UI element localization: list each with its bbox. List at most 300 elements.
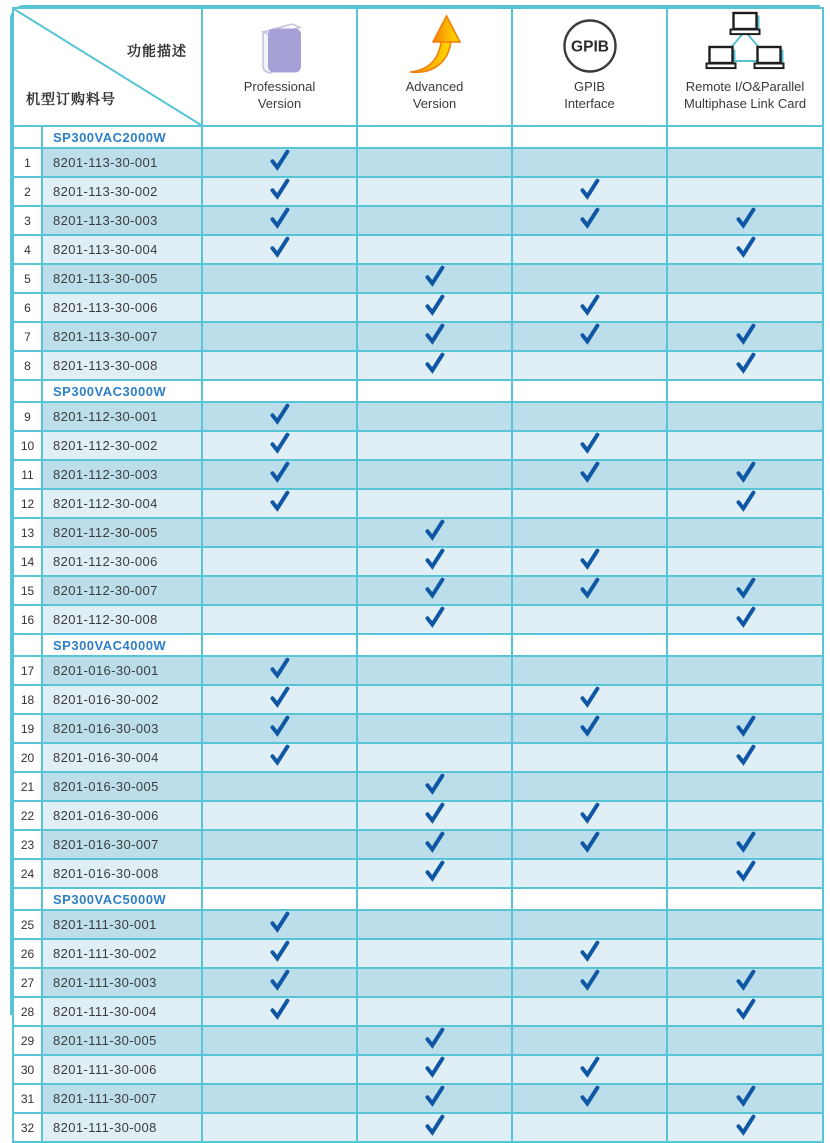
check-icon	[735, 744, 756, 766]
feature-cell-gpib-interface	[512, 489, 667, 518]
row-number: 24	[13, 859, 42, 888]
feature-cell-remote-link-card	[667, 801, 823, 830]
feature-cell-professional-version	[202, 148, 357, 177]
empty-cell	[357, 634, 512, 656]
check-icon	[269, 686, 290, 708]
check-icon	[269, 744, 290, 766]
column-label-advanced-version: Advanced Version	[405, 79, 464, 111]
check-icon	[735, 352, 756, 374]
feature-cell-gpib-interface	[512, 235, 667, 264]
empty-cell	[512, 634, 667, 656]
check-icon	[269, 998, 290, 1020]
feature-cell-gpib-interface	[512, 431, 667, 460]
check-icon	[579, 577, 600, 599]
network-icon	[668, 13, 822, 79]
row-number: 9	[13, 402, 42, 431]
feature-cell-gpib-interface	[512, 402, 667, 431]
feature-cell-professional-version	[202, 402, 357, 431]
feature-cell-advanced-version	[357, 489, 512, 518]
feature-cell-professional-version	[202, 489, 357, 518]
check-icon	[579, 294, 600, 316]
table-row	[13, 293, 823, 322]
part-number: 8201-112-30-003	[42, 460, 202, 489]
feature-cell-remote-link-card	[667, 293, 823, 322]
feature-cell-advanced-version	[357, 714, 512, 743]
part-number: 8201-113-30-006	[42, 293, 202, 322]
feature-cell-remote-link-card	[667, 830, 823, 859]
table-row	[13, 685, 823, 714]
check-icon	[579, 831, 600, 853]
feature-cell-professional-version	[202, 801, 357, 830]
up-arrow-icon	[358, 13, 511, 79]
check-icon	[735, 1114, 756, 1136]
feature-cell-remote-link-card	[667, 997, 823, 1026]
table-row	[13, 576, 823, 605]
row-number: 23	[13, 830, 42, 859]
feature-cell-remote-link-card	[667, 518, 823, 547]
table-row	[13, 997, 823, 1026]
feature-cell-remote-link-card	[667, 177, 823, 206]
section-row	[13, 126, 823, 148]
feature-cell-professional-version	[202, 772, 357, 801]
feature-cell-remote-link-card	[667, 206, 823, 235]
check-icon	[269, 403, 290, 425]
check-icon	[269, 911, 290, 933]
check-icon	[579, 432, 600, 454]
table-row	[13, 656, 823, 685]
feature-cell-gpib-interface	[512, 772, 667, 801]
check-icon	[269, 490, 290, 512]
feature-cell-professional-version	[202, 656, 357, 685]
feature-cell-remote-link-card	[667, 605, 823, 634]
part-number: 8201-111-30-002	[42, 939, 202, 968]
table-row	[13, 1113, 823, 1142]
feature-cell-advanced-version	[357, 431, 512, 460]
corner-label-function-description: 功能描述	[127, 43, 187, 59]
table-row	[13, 910, 823, 939]
order-number-matrix	[12, 7, 824, 1143]
feature-cell-gpib-interface	[512, 293, 667, 322]
check-icon	[269, 969, 290, 991]
corner-header-cell	[13, 8, 202, 126]
check-icon	[579, 969, 600, 991]
check-icon	[579, 1085, 600, 1107]
check-icon	[735, 461, 756, 483]
feature-cell-gpib-interface	[512, 968, 667, 997]
feature-cell-professional-version	[202, 1084, 357, 1113]
table-row	[13, 206, 823, 235]
column-header-gpib-interface	[512, 8, 667, 126]
check-icon	[269, 940, 290, 962]
feature-cell-gpib-interface	[512, 1084, 667, 1113]
feature-cell-advanced-version	[357, 547, 512, 576]
table-row	[13, 801, 823, 830]
check-icon	[735, 1085, 756, 1107]
feature-cell-professional-version	[202, 322, 357, 351]
feature-cell-professional-version	[202, 830, 357, 859]
feature-cell-remote-link-card	[667, 656, 823, 685]
check-icon	[579, 461, 600, 483]
check-icon	[579, 802, 600, 824]
feature-cell-remote-link-card	[667, 148, 823, 177]
check-icon	[579, 686, 600, 708]
feature-cell-gpib-interface	[512, 859, 667, 888]
feature-cell-gpib-interface	[512, 547, 667, 576]
feature-cell-advanced-version	[357, 206, 512, 235]
row-number: 2	[13, 177, 42, 206]
check-icon	[735, 577, 756, 599]
feature-cell-gpib-interface	[512, 460, 667, 489]
row-number: 29	[13, 1026, 42, 1055]
table-body	[13, 126, 823, 1142]
feature-cell-remote-link-card	[667, 547, 823, 576]
feature-cell-remote-link-card	[667, 1113, 823, 1142]
model-name: SP300VAC4000W	[42, 634, 202, 656]
check-icon	[735, 490, 756, 512]
feature-cell-gpib-interface	[512, 714, 667, 743]
table-row	[13, 830, 823, 859]
feature-cell-professional-version	[202, 605, 357, 634]
check-icon	[424, 802, 445, 824]
part-number: 8201-113-30-004	[42, 235, 202, 264]
empty-cell	[202, 380, 357, 402]
book-icon	[203, 13, 356, 79]
feature-cell-advanced-version	[357, 1113, 512, 1142]
feature-cell-advanced-version	[357, 576, 512, 605]
part-number: 8201-016-30-005	[42, 772, 202, 801]
table-row	[13, 605, 823, 634]
feature-cell-advanced-version	[357, 518, 512, 547]
empty-cell	[667, 634, 823, 656]
feature-cell-professional-version	[202, 1026, 357, 1055]
check-icon	[269, 657, 290, 679]
part-number: 8201-112-30-008	[42, 605, 202, 634]
part-number: 8201-112-30-001	[42, 402, 202, 431]
row-number: 12	[13, 489, 42, 518]
check-icon	[424, 831, 445, 853]
check-icon	[269, 432, 290, 454]
feature-cell-professional-version	[202, 576, 357, 605]
empty-cell	[667, 888, 823, 910]
table-row	[13, 235, 823, 264]
check-icon	[579, 207, 600, 229]
row-number: 25	[13, 910, 42, 939]
table-row	[13, 460, 823, 489]
feature-cell-remote-link-card	[667, 431, 823, 460]
part-number: 8201-113-30-003	[42, 206, 202, 235]
part-number: 8201-112-30-006	[42, 547, 202, 576]
table-row	[13, 859, 823, 888]
feature-cell-remote-link-card	[667, 351, 823, 380]
feature-cell-remote-link-card	[667, 1084, 823, 1113]
feature-cell-gpib-interface	[512, 830, 667, 859]
feature-cell-advanced-version	[357, 148, 512, 177]
feature-cell-professional-version	[202, 997, 357, 1026]
part-number: 8201-016-30-007	[42, 830, 202, 859]
check-icon	[735, 606, 756, 628]
feature-cell-gpib-interface	[512, 997, 667, 1026]
row-number: 3	[13, 206, 42, 235]
check-icon	[424, 352, 445, 374]
check-icon	[424, 519, 445, 541]
feature-cell-remote-link-card	[667, 402, 823, 431]
feature-cell-gpib-interface	[512, 1113, 667, 1142]
part-number: 8201-113-30-002	[42, 177, 202, 206]
corner-label-model-order-number: 机型订购料号	[26, 91, 116, 107]
empty-cell	[202, 126, 357, 148]
feature-cell-professional-version	[202, 1055, 357, 1084]
row-number: 20	[13, 743, 42, 772]
part-number: 8201-016-30-004	[42, 743, 202, 772]
feature-cell-remote-link-card	[667, 235, 823, 264]
row-number: 31	[13, 1084, 42, 1113]
part-number: 8201-113-30-008	[42, 351, 202, 380]
table-row	[13, 1026, 823, 1055]
feature-cell-professional-version	[202, 547, 357, 576]
row-number: 27	[13, 968, 42, 997]
feature-cell-professional-version	[202, 351, 357, 380]
row-number: 16	[13, 605, 42, 634]
table-row	[13, 489, 823, 518]
part-number: 8201-112-30-002	[42, 431, 202, 460]
check-icon	[269, 178, 290, 200]
check-icon	[424, 860, 445, 882]
part-number: 8201-113-30-005	[42, 264, 202, 293]
feature-cell-advanced-version	[357, 685, 512, 714]
check-icon	[735, 860, 756, 882]
feature-cell-advanced-version	[357, 293, 512, 322]
feature-cell-remote-link-card	[667, 772, 823, 801]
empty-cell	[667, 126, 823, 148]
row-number: 32	[13, 1113, 42, 1142]
feature-cell-advanced-version	[357, 264, 512, 293]
feature-cell-advanced-version	[357, 656, 512, 685]
check-icon	[424, 1027, 445, 1049]
feature-cell-professional-version	[202, 264, 357, 293]
check-icon	[735, 323, 756, 345]
feature-cell-advanced-version	[357, 1084, 512, 1113]
row-number: 26	[13, 939, 42, 968]
feature-cell-advanced-version	[357, 743, 512, 772]
table-row	[13, 351, 823, 380]
feature-cell-gpib-interface	[512, 351, 667, 380]
check-icon	[579, 1056, 600, 1078]
feature-cell-professional-version	[202, 1113, 357, 1142]
row-number: 1	[13, 148, 42, 177]
row-number-cell	[13, 634, 42, 656]
column-header-professional-version	[202, 8, 357, 126]
table-row	[13, 177, 823, 206]
feature-cell-gpib-interface	[512, 264, 667, 293]
column-label-gpib-interface: GPIB Interface	[564, 79, 615, 111]
feature-cell-professional-version	[202, 518, 357, 547]
part-number: 8201-016-30-002	[42, 685, 202, 714]
row-number: 4	[13, 235, 42, 264]
feature-cell-gpib-interface	[512, 656, 667, 685]
column-header-remote-link-card	[667, 8, 823, 126]
product-feature-table	[10, 5, 820, 1135]
feature-cell-remote-link-card	[667, 859, 823, 888]
empty-cell	[512, 380, 667, 402]
check-icon	[424, 548, 445, 570]
feature-cell-professional-version	[202, 939, 357, 968]
feature-cell-remote-link-card	[667, 685, 823, 714]
feature-cell-advanced-version	[357, 322, 512, 351]
check-icon	[735, 236, 756, 258]
check-icon	[735, 207, 756, 229]
feature-cell-gpib-interface	[512, 148, 667, 177]
part-number: 8201-113-30-001	[42, 148, 202, 177]
feature-cell-gpib-interface	[512, 1026, 667, 1055]
feature-cell-advanced-version	[357, 968, 512, 997]
table-row	[13, 939, 823, 968]
feature-cell-advanced-version	[357, 830, 512, 859]
section-row	[13, 888, 823, 910]
feature-cell-gpib-interface	[512, 801, 667, 830]
model-name: SP300VAC2000W	[42, 126, 202, 148]
row-number: 30	[13, 1055, 42, 1084]
empty-cell	[202, 888, 357, 910]
row-number: 22	[13, 801, 42, 830]
table-row	[13, 1084, 823, 1113]
row-number: 28	[13, 997, 42, 1026]
part-number: 8201-112-30-007	[42, 576, 202, 605]
feature-cell-remote-link-card	[667, 460, 823, 489]
check-icon	[269, 715, 290, 737]
empty-cell	[357, 380, 512, 402]
row-number: 21	[13, 772, 42, 801]
feature-cell-remote-link-card	[667, 968, 823, 997]
part-number: 8201-111-30-004	[42, 997, 202, 1026]
row-number: 18	[13, 685, 42, 714]
row-number-cell	[13, 380, 42, 402]
check-icon	[579, 178, 600, 200]
feature-cell-advanced-version	[357, 402, 512, 431]
check-icon	[579, 548, 600, 570]
row-number: 6	[13, 293, 42, 322]
check-icon	[735, 831, 756, 853]
feature-cell-professional-version	[202, 685, 357, 714]
gpib-icon	[513, 13, 666, 79]
table-row	[13, 518, 823, 547]
row-number: 15	[13, 576, 42, 605]
row-number-cell	[13, 888, 42, 910]
feature-cell-gpib-interface	[512, 576, 667, 605]
model-name: SP300VAC3000W	[42, 380, 202, 402]
part-number: 8201-111-30-007	[42, 1084, 202, 1113]
check-icon	[424, 1114, 445, 1136]
check-icon	[735, 715, 756, 737]
feature-cell-gpib-interface	[512, 1055, 667, 1084]
feature-cell-gpib-interface	[512, 685, 667, 714]
part-number: 8201-111-30-006	[42, 1055, 202, 1084]
feature-cell-gpib-interface	[512, 605, 667, 634]
feature-cell-gpib-interface	[512, 910, 667, 939]
section-row	[13, 380, 823, 402]
check-icon	[735, 969, 756, 991]
check-icon	[735, 998, 756, 1020]
feature-cell-professional-version	[202, 235, 357, 264]
feature-cell-remote-link-card	[667, 1055, 823, 1084]
row-number: 17	[13, 656, 42, 685]
empty-cell	[357, 888, 512, 910]
feature-cell-professional-version	[202, 968, 357, 997]
table-row	[13, 743, 823, 772]
empty-cell	[357, 126, 512, 148]
row-number-cell	[13, 126, 42, 148]
check-icon	[579, 715, 600, 737]
feature-cell-remote-link-card	[667, 322, 823, 351]
feature-cell-advanced-version	[357, 939, 512, 968]
feature-cell-professional-version	[202, 910, 357, 939]
model-name: SP300VAC5000W	[42, 888, 202, 910]
feature-cell-remote-link-card	[667, 489, 823, 518]
feature-cell-advanced-version	[357, 605, 512, 634]
check-icon	[424, 577, 445, 599]
feature-cell-remote-link-card	[667, 1026, 823, 1055]
feature-cell-remote-link-card	[667, 576, 823, 605]
feature-cell-professional-version	[202, 714, 357, 743]
feature-cell-professional-version	[202, 460, 357, 489]
feature-cell-advanced-version	[357, 859, 512, 888]
header-row	[13, 8, 823, 126]
part-number: 8201-016-30-006	[42, 801, 202, 830]
column-label-professional-version: Professional Version	[243, 79, 316, 111]
check-icon	[424, 606, 445, 628]
feature-cell-professional-version	[202, 743, 357, 772]
table-row	[13, 264, 823, 293]
feature-cell-remote-link-card	[667, 264, 823, 293]
part-number: 8201-111-30-001	[42, 910, 202, 939]
row-number: 10	[13, 431, 42, 460]
feature-cell-gpib-interface	[512, 206, 667, 235]
check-icon	[424, 265, 445, 287]
empty-cell	[202, 634, 357, 656]
part-number: 8201-111-30-008	[42, 1113, 202, 1142]
feature-cell-advanced-version	[357, 351, 512, 380]
feature-cell-advanced-version	[357, 460, 512, 489]
feature-cell-advanced-version	[357, 1026, 512, 1055]
table-row	[13, 148, 823, 177]
empty-cell	[667, 380, 823, 402]
feature-cell-advanced-version	[357, 910, 512, 939]
row-number: 5	[13, 264, 42, 293]
feature-cell-gpib-interface	[512, 743, 667, 772]
feature-cell-remote-link-card	[667, 743, 823, 772]
part-number: 8201-112-30-005	[42, 518, 202, 547]
check-icon	[579, 940, 600, 962]
table-row	[13, 431, 823, 460]
table-row	[13, 968, 823, 997]
check-icon	[424, 294, 445, 316]
feature-cell-remote-link-card	[667, 939, 823, 968]
feature-cell-advanced-version	[357, 772, 512, 801]
check-icon	[424, 773, 445, 795]
feature-cell-gpib-interface	[512, 939, 667, 968]
feature-cell-gpib-interface	[512, 518, 667, 547]
table-row	[13, 402, 823, 431]
feature-cell-gpib-interface	[512, 177, 667, 206]
part-number: 8201-016-30-001	[42, 656, 202, 685]
feature-cell-remote-link-card	[667, 714, 823, 743]
part-number: 8201-016-30-003	[42, 714, 202, 743]
part-number: 8201-112-30-004	[42, 489, 202, 518]
row-number: 13	[13, 518, 42, 547]
feature-cell-advanced-version	[357, 997, 512, 1026]
row-number: 7	[13, 322, 42, 351]
feature-cell-professional-version	[202, 177, 357, 206]
table-row	[13, 322, 823, 351]
